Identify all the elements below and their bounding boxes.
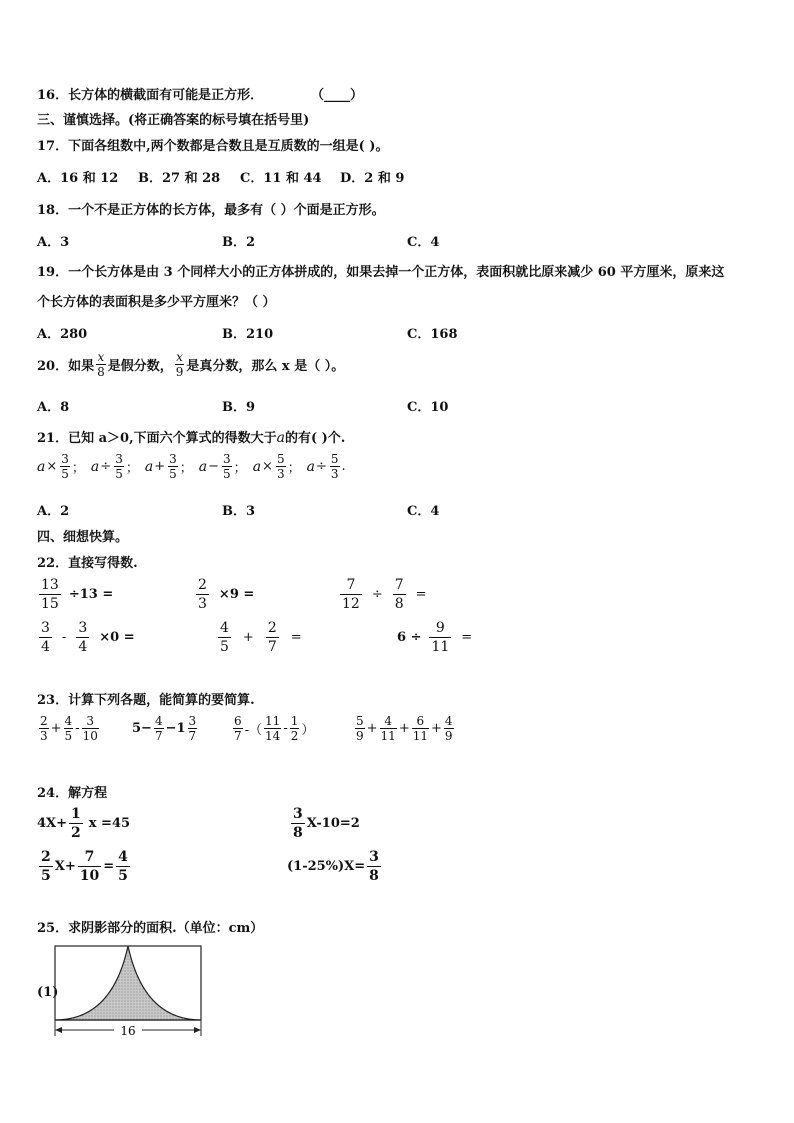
q20-fraction-x-over-9 [175, 350, 185, 379]
q22-i3-den2: 8 [394, 596, 404, 612]
q23-e2-pre: 5− [132, 721, 152, 736]
section-4-heading: 四、细想快算。 [37, 530, 129, 545]
q22-item-4 [37, 619, 135, 656]
q23-e2-a-den: 7 [154, 729, 163, 743]
q24-eq3-b-den: 10 [79, 868, 100, 884]
q21-fraction [330, 452, 340, 481]
q22-i4-den2: 4 [78, 639, 88, 655]
q25-dim-arrow-right [194, 1027, 201, 1033]
q24-equation-2 [289, 805, 360, 842]
q21-fraction-num: 3 [169, 452, 177, 466]
q21-var: a [198, 458, 208, 475]
q21-tail: 的有( )个. [284, 431, 346, 446]
q19-text-line1: 19．一个长方体是由 3 个同样大小的正方体拼成的，如果去掉一个正方体，表面积就比原来减少 60 平方厘米，原来这 [37, 265, 725, 280]
q21-expression-3 [145, 452, 193, 481]
q21-option-a[interactable]: A．2 [37, 504, 70, 519]
q21-fraction-num: 5 [276, 452, 285, 466]
q22-i6-pre: 6 ÷ [397, 630, 422, 645]
q23-e1-b-den: 5 [64, 729, 73, 743]
q22-i1-num: 13 [41, 577, 59, 593]
q21-expressions [37, 452, 352, 481]
q20-fraction-x-over-8 [96, 350, 106, 379]
q22-i2-frac [196, 576, 209, 613]
q18-option-a[interactable]: A．3 [37, 235, 70, 250]
q22-i2-num: 2 [198, 577, 207, 593]
q22-i3-frac1 [340, 576, 362, 613]
q23-e1-b-num: 4 [64, 714, 73, 728]
q21-operator: ÷ [100, 459, 112, 474]
q20-f1-num: x [97, 350, 105, 364]
q23-e1-op1: + [50, 721, 62, 736]
q21-var-a: a [276, 430, 285, 446]
q23-e4-op1: + [366, 721, 378, 736]
q22-i5-frac2 [266, 619, 279, 656]
q23-e4-b-num: 4 [384, 714, 392, 728]
q22-i6-den: 11 [431, 639, 450, 655]
q21-separator: ； [179, 461, 193, 476]
q24-eq3-a [39, 848, 53, 885]
q23-e4-c [412, 714, 429, 743]
q22-i4-den1: 4 [41, 639, 50, 655]
q23-e4-d [444, 714, 454, 743]
q21-var: a [252, 458, 262, 475]
q23-expr-2 [132, 714, 199, 743]
q22-i1-op: ÷13 = [68, 587, 114, 602]
q24-eq2-post: X-10=2 [306, 816, 360, 831]
q22-item-5 [216, 619, 302, 656]
q20-f1-den: 8 [97, 365, 105, 379]
q22-i4-op: - [61, 630, 67, 645]
q23-e2-a-num: 4 [154, 714, 163, 728]
q23-title: 23．计算下列各题，能简算的要简算. [37, 693, 255, 708]
q21-operator: + [154, 459, 166, 474]
q23-e3-c-num: 1 [290, 714, 299, 728]
q21-separator: ； [287, 461, 301, 476]
q23-expr-1 [37, 714, 101, 743]
q23-e1-op2: - [75, 721, 80, 736]
q23-e4-op3: + [431, 721, 442, 736]
q23-e3-b-num: 11 [265, 714, 281, 728]
q23-e4-op2: + [398, 721, 410, 736]
q23-e4-c-num: 6 [416, 714, 425, 728]
q22-i2-den: 3 [198, 596, 207, 612]
q23-e4-d-num: 4 [444, 714, 453, 728]
q21-option-c[interactable]: C．4 [407, 504, 440, 519]
q23-e3-b [264, 714, 281, 743]
q23-e4-a-num: 5 [356, 714, 364, 728]
q20-mid1: 是假分数， [107, 359, 173, 374]
q21-separator: ； [71, 461, 85, 476]
q19-option-c[interactable]: C．168 [407, 327, 458, 342]
q21-expression-2 [91, 452, 139, 481]
q22-i3-op: ÷ [371, 587, 383, 602]
q21-fraction [168, 452, 178, 481]
q24-eq1-post: x =45 [88, 816, 131, 831]
q23-e1-a [39, 714, 49, 743]
q24-eq3-c-num: 4 [118, 849, 128, 865]
q21-fraction-num: 3 [115, 452, 123, 466]
q21-operator: ÷ [315, 459, 327, 474]
q22-i1-den: 15 [41, 596, 59, 612]
q20-option-c[interactable]: C．10 [407, 400, 449, 415]
q22-i3-tail: = [415, 587, 427, 602]
q22-i5-op: + [242, 630, 254, 645]
q23-expr-3 [231, 714, 314, 743]
q21-operator: − [208, 459, 220, 474]
q21-var: a [306, 458, 315, 475]
q23-e1-c [82, 714, 99, 743]
q21-fraction-num: 3 [61, 452, 69, 466]
q22-i5-den2: 7 [267, 639, 277, 655]
q24-eq3-m2: = [103, 859, 115, 874]
q20-question [37, 350, 344, 379]
q24-eq1-frac [69, 805, 83, 842]
q22-i3-num1: 7 [346, 577, 356, 593]
q23-e4-a [355, 714, 365, 743]
q24-eq3-b-num: 7 [84, 849, 95, 865]
q21-var: a [37, 458, 46, 475]
section-3-heading: 三、谨慎选择。(将正确答案的标号填在括号里) [37, 113, 310, 128]
q22-i4-frac1 [39, 619, 52, 656]
q23-e3-close: ） [301, 723, 315, 738]
q18-option-c[interactable]: C．4 [407, 235, 440, 250]
q17-text: 17．下面各组数中,两个数都是合数且是互质数的一组是( )。 [37, 139, 389, 154]
q19-text-line2: 个长方体的表面积是多少平方厘米？（ ） [37, 295, 276, 310]
q16-text: 16．长方体的横截面有可能是正方形． [37, 88, 264, 103]
q25-figure-label: (1) [37, 985, 59, 1000]
q20-mid2: 是真分数，那么 x 是（ ）。 [186, 359, 345, 374]
q25-shaded-region [55, 946, 201, 1020]
q22-i6-frac [429, 619, 451, 656]
q23-e4-a-den: 9 [356, 729, 364, 743]
q24-eq4-den: 8 [369, 868, 379, 884]
q24-eq3-b [78, 848, 101, 885]
q24-equation-3 [37, 848, 132, 885]
q24-eq2-frac [291, 805, 305, 842]
q20-option-a[interactable]: A．8 [37, 400, 70, 415]
q22-i4-num2: 3 [78, 620, 88, 636]
q23-e2-b [188, 714, 198, 743]
q21-fraction-den: 5 [61, 467, 69, 481]
q24-eq4-pre: (1-25%)X= [287, 859, 366, 874]
q24-eq4-frac [367, 848, 381, 885]
q22-item-3 [338, 576, 427, 613]
q21-fraction-num: 3 [223, 452, 231, 466]
q23-e3-op: -（ [244, 723, 263, 738]
q21-expression-6 [307, 452, 346, 481]
q21-separator: ； [125, 461, 139, 476]
q23-e2-a [154, 714, 164, 743]
q23-e1-c-num: 3 [86, 714, 95, 728]
q22-i4-frac2 [76, 619, 89, 656]
q21-fraction [276, 452, 286, 481]
q17-option-b[interactable]: B．27 和 28 [138, 171, 221, 186]
q22-i4-num1: 3 [41, 620, 50, 636]
q21-fraction [222, 452, 232, 481]
q24-eq3-m1: X+ [54, 859, 76, 874]
q22-i2-op: ×9 = [218, 587, 255, 602]
q21-fraction [114, 452, 124, 481]
q23-e3-a-num: 6 [234, 714, 242, 728]
q21-operator: × [46, 459, 58, 474]
q23-e3-c [290, 714, 300, 743]
q22-i4-tail: ×0 = [99, 630, 135, 645]
q22-i6-tail: = [461, 630, 473, 645]
q23-e2-op: −1 [165, 721, 186, 736]
q21-operator: × [262, 459, 273, 474]
q23-expr-4 [353, 714, 456, 743]
q22-i1-frac [39, 576, 61, 613]
q20-f2-num: x [176, 350, 183, 364]
q25-dimension-label: 16 [120, 1024, 136, 1038]
q24-eq3-a-num: 2 [41, 849, 51, 865]
q23-e4-d-den: 9 [444, 729, 453, 743]
q22-i3-frac2 [393, 576, 406, 613]
q22-i5-tail: = [290, 630, 302, 645]
q22-title: 22．直接写得数. [37, 556, 138, 571]
q23-e4-c-den: 11 [412, 729, 429, 743]
q21-fraction-den: 3 [276, 467, 285, 481]
q21-expression-1 [37, 452, 85, 481]
q24-eq2-num: 3 [293, 806, 303, 822]
q21-fraction-den: 5 [115, 467, 123, 481]
q17-option-c[interactable]: C．11 和 44 [240, 171, 322, 186]
q24-eq1-pre: 4X+ [37, 816, 68, 831]
q17-option-d[interactable]: D．2 和 9 [340, 171, 405, 186]
q21-separator: ； [233, 461, 247, 476]
q22-i5-num2: 2 [267, 620, 277, 636]
q22-i5-frac1 [218, 619, 231, 656]
q18-text: 18．一个不是正方体的长方体，最多有（ ）个面是正方形。 [37, 203, 385, 218]
q23-e2-b-den: 7 [188, 729, 197, 743]
q20-option-b[interactable]: B．9 [222, 400, 256, 415]
q23-e3-a [233, 714, 243, 743]
q23-e1-a-num: 2 [40, 714, 48, 728]
q24-eq3-a-den: 5 [41, 868, 51, 884]
q16-answer-blank[interactable]: （____） [311, 88, 364, 103]
q21-fraction-den: 3 [330, 467, 339, 481]
q23-e4-b [380, 714, 397, 743]
q23-e4-b-den: 11 [380, 729, 396, 743]
q24-eq3-c-den: 5 [118, 868, 128, 884]
q24-eq1-den: 2 [71, 825, 81, 841]
q21-option-b[interactable]: B．3 [222, 504, 256, 519]
q21-text: 21．已知 a＞0,下面六个算式的得数大于 [37, 431, 277, 446]
q21-fraction-num: 5 [330, 452, 339, 466]
q22-item-6 [397, 619, 472, 656]
q24-equation-4 [287, 848, 383, 885]
q19-option-a[interactable]: A．280 [37, 327, 88, 342]
q24-equation-1 [37, 805, 130, 842]
q23-e1-c-den: 10 [82, 729, 98, 743]
q18-option-b[interactable]: B．2 [222, 235, 256, 250]
q21-fraction-den: 5 [169, 467, 177, 481]
q22-i6-num: 9 [435, 620, 445, 636]
q19-option-b[interactable]: B．210 [222, 327, 274, 342]
q23-e3-a-den: 7 [234, 729, 242, 743]
q20-prefix: 20．如果 [37, 359, 95, 374]
q23-e1-a-den: 3 [40, 729, 48, 743]
q17-option-a[interactable]: A．16 和 12 [37, 171, 119, 186]
q23-e3-b-den: 14 [265, 729, 281, 743]
q23-e2-b-num: 3 [188, 714, 197, 728]
q21-fraction-den: 5 [223, 467, 231, 481]
q24-eq1-num: 1 [71, 806, 81, 822]
q22-i3-num2: 7 [394, 577, 404, 593]
q21-var: a [144, 458, 154, 475]
q22-i5-den1: 5 [220, 639, 229, 655]
q25-shaded-area-figure [52, 940, 204, 1040]
q21-fraction [60, 452, 70, 481]
q21-var: a [90, 458, 100, 475]
q25-title: 25．求阴影部分的面积.（单位：cm） [37, 921, 264, 936]
q21-expression-4 [199, 452, 247, 481]
q23-e1-b [64, 714, 74, 743]
q20-f2-den: 9 [175, 365, 184, 379]
q21-question [37, 427, 345, 446]
q24-eq2-den: 8 [293, 825, 303, 841]
q22-i5-num1: 4 [220, 620, 229, 636]
q21-separator: . [341, 459, 346, 474]
q23-e3-c-den: 2 [290, 729, 299, 743]
q24-eq3-c [116, 848, 130, 885]
q25-dim-arrow-left [55, 1027, 62, 1033]
q23-e3-op2: - [283, 721, 288, 736]
q22-i3-den1: 12 [342, 596, 360, 612]
q21-expression-5 [253, 452, 301, 481]
q22-item-1 [37, 576, 113, 613]
q24-eq4-num: 3 [369, 849, 379, 865]
q22-item-2 [194, 576, 254, 613]
q24-title: 24．解方程 [37, 786, 108, 801]
